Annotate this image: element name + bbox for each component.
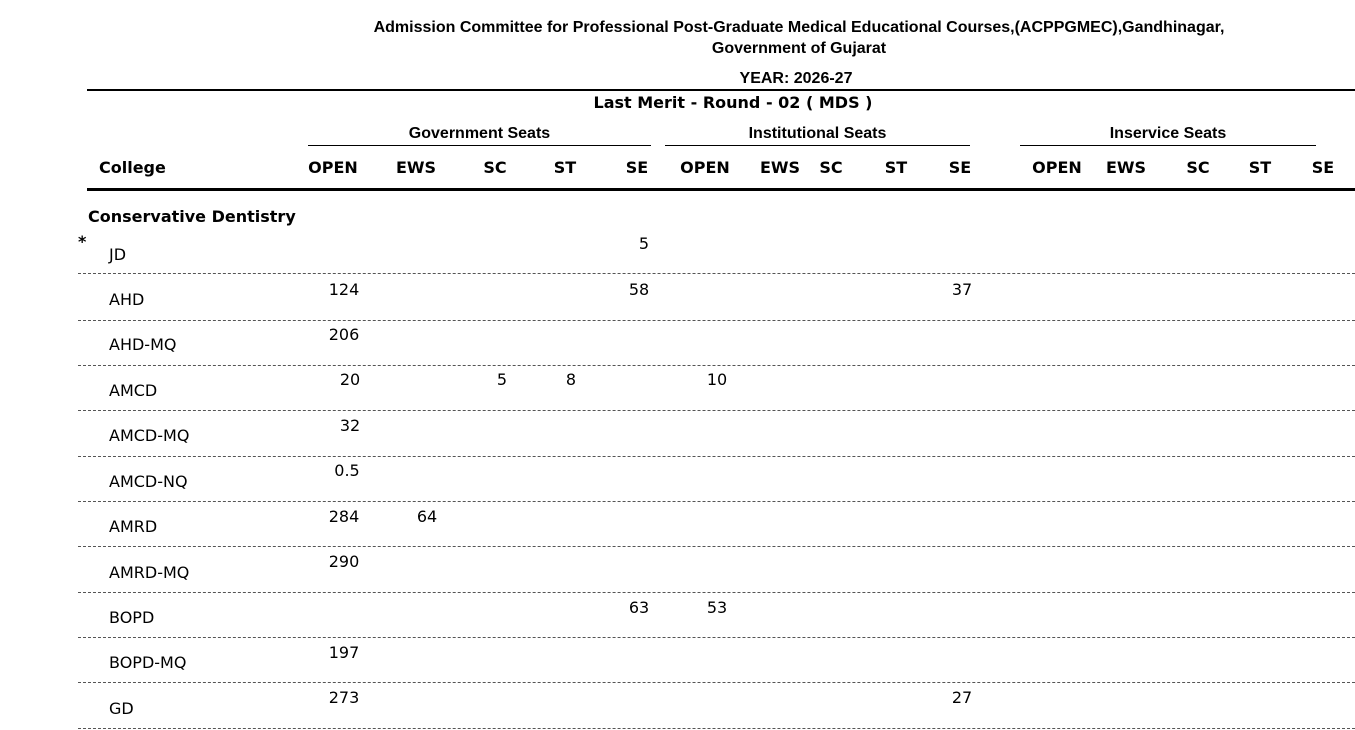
row-college: GD: [109, 699, 134, 718]
group-government-seats: Government Seats: [408, 125, 551, 142]
row-divider: [78, 592, 1355, 593]
cell-inst-open: 53: [706, 598, 728, 617]
column-header-gov-ews: EWS: [395, 158, 437, 177]
cell-gov-open: 284: [328, 507, 360, 526]
row-college: AMRD: [109, 517, 158, 536]
cell-gov-open: 273: [328, 688, 360, 707]
cell-gov-open: 20: [339, 370, 361, 389]
cell-gov-open: 197: [328, 643, 360, 662]
cell-gov-se: 58: [628, 280, 650, 299]
cell-gov-open: 290: [328, 552, 360, 571]
row-marker: *: [78, 232, 87, 251]
column-header-insv-se: SE: [1311, 158, 1335, 177]
row-college: AMCD: [109, 381, 158, 400]
column-header-inst-open: OPEN: [680, 158, 730, 177]
column-header-gov-open: OPEN: [308, 158, 358, 177]
row-divider: [78, 728, 1355, 729]
row-divider: [78, 546, 1355, 547]
cell-gov-ews: 64: [416, 507, 438, 526]
cell-gov-se: 63: [628, 598, 650, 617]
row-college: AMRD-MQ: [109, 563, 190, 582]
row-college: BOPD-MQ: [109, 653, 187, 672]
group-institutional-underline: [665, 145, 970, 146]
cell-inst-se: 27: [951, 688, 973, 707]
cell-inst-se: 37: [951, 280, 973, 299]
header-title-line1: Admission Committee for Professional Post-Graduate Medical Educational Courses,(ACPPGMEC),Gandhinagar,: [373, 19, 1225, 36]
section-heading: Conservative Dentistry: [88, 207, 296, 226]
row-divider: [78, 365, 1355, 366]
column-header-insv-open: OPEN: [1032, 158, 1082, 177]
group-inservice-underline: [1020, 145, 1316, 146]
row-college: AHD-MQ: [109, 335, 177, 354]
group-inservice-seats: Inservice Seats: [1109, 125, 1227, 142]
column-header-gov-st: ST: [553, 158, 577, 177]
cell-gov-se: 5: [638, 234, 650, 253]
row-divider: [78, 456, 1355, 457]
header-bottom-rule: [87, 188, 1355, 191]
column-header-insv-ews: EWS: [1105, 158, 1147, 177]
column-header-gov-se: SE: [625, 158, 649, 177]
row-college: AHD: [109, 290, 145, 309]
cell-inst-open: 10: [706, 370, 728, 389]
header-subtitle: Last Merit - Round - 02 ( MDS ): [593, 93, 873, 112]
group-institutional-seats: Institutional Seats: [748, 125, 887, 142]
row-divider: [78, 637, 1355, 638]
column-header-inst-se: SE: [948, 158, 972, 177]
row-divider: [78, 682, 1355, 683]
group-government-underline: [308, 145, 651, 146]
cell-gov-open: 0.5: [334, 461, 360, 480]
column-header-college: College: [99, 158, 166, 177]
cell-gov-open: 32: [339, 416, 361, 435]
header-title-line2: Government of Gujarat: [711, 40, 887, 57]
cell-gov-open: 206: [328, 325, 360, 344]
cell-gov-open: 124: [328, 280, 360, 299]
cell-gov-sc: 5: [496, 370, 508, 389]
column-header-inst-sc: SC: [819, 158, 843, 177]
row-divider: [78, 320, 1355, 321]
header-year: YEAR: 2026-27: [739, 70, 853, 87]
column-header-insv-st: ST: [1248, 158, 1272, 177]
column-header-inst-st: ST: [884, 158, 908, 177]
row-college: BOPD: [109, 608, 155, 627]
column-header-insv-sc: SC: [1186, 158, 1210, 177]
cell-gov-st: 8: [565, 370, 577, 389]
row-college: JD: [109, 245, 127, 264]
row-divider: [78, 501, 1355, 502]
column-header-gov-sc: SC: [483, 158, 507, 177]
row-divider: [78, 273, 1355, 274]
row-college: AMCD-NQ: [109, 472, 188, 491]
row-divider: [78, 410, 1355, 411]
row-college: AMCD-MQ: [109, 426, 190, 445]
column-header-inst-ews: EWS: [759, 158, 801, 177]
header-top-rule: [87, 89, 1355, 91]
